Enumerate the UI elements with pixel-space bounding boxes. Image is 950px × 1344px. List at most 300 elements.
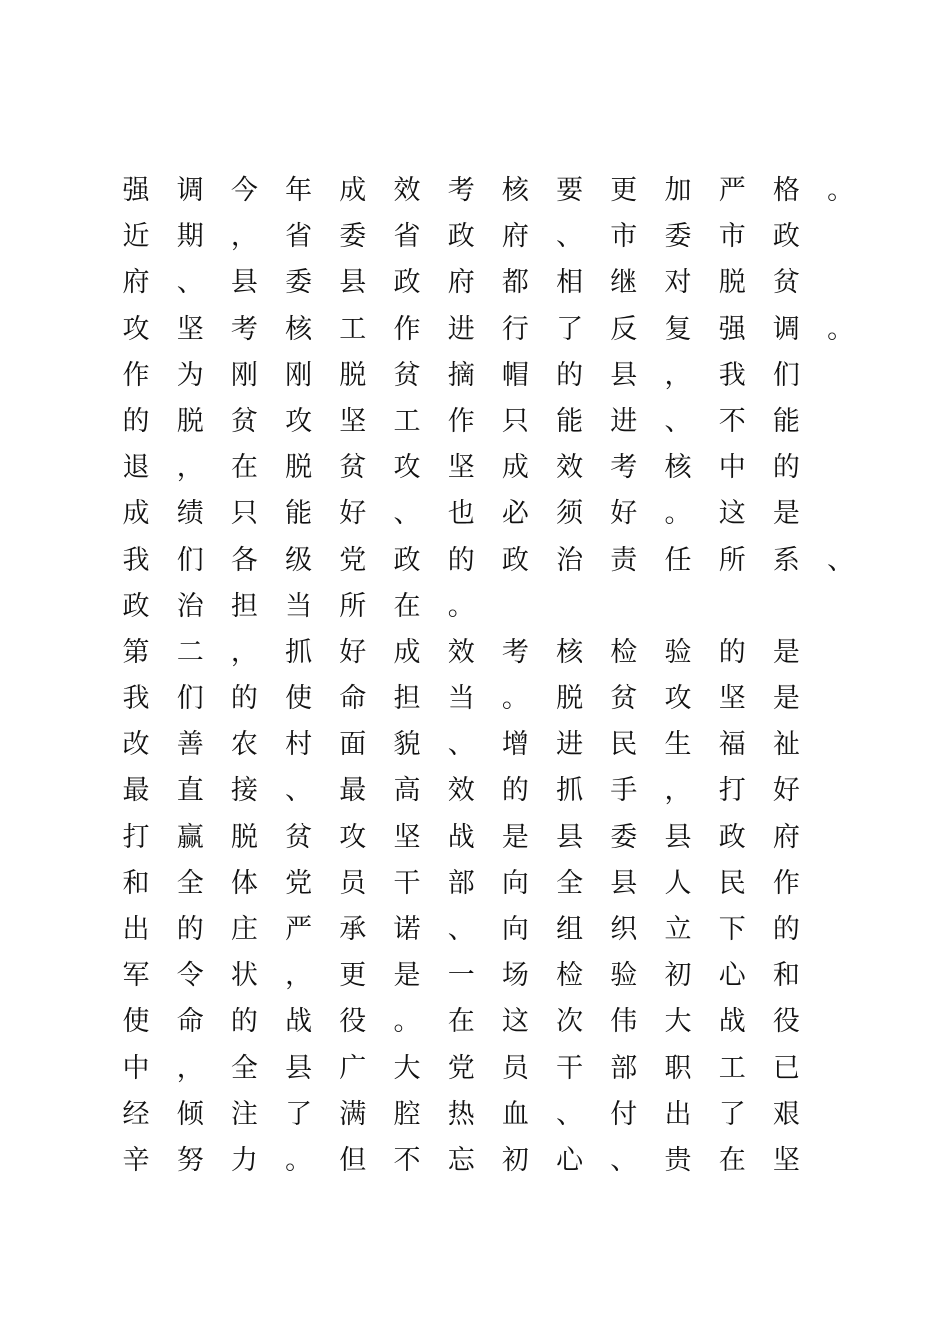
text-char: 核 [664,452,692,484]
text-char: 只 [230,498,258,530]
text-char: 辛 [122,1144,150,1176]
text-char: 党 [339,544,367,576]
text-char: 退 [122,452,150,484]
text-char: 摘 [447,359,475,391]
text-char: 腔 [393,1098,421,1130]
text-char: 干 [556,1052,584,1084]
text-char: 农 [230,729,258,761]
text-char: 、 [556,221,584,253]
text-char: 初 [501,1144,529,1176]
text-char: 好 [610,498,638,530]
text-char: 。 [393,1006,421,1038]
text-char: 要 [556,175,584,206]
text-char: 刚 [230,359,258,391]
text-line [108,630,868,676]
text-char: 脱 [230,821,258,853]
text-char: 、 [285,775,313,807]
text-char: 全 [556,867,584,899]
text-char: 、 [610,1144,638,1176]
text-char: 担 [393,683,421,715]
text-char: 为 [176,359,204,391]
text-char: 、 [664,405,692,437]
text-char: 令 [176,960,204,992]
text-char: 强 [122,175,150,206]
text-char: 大 [664,1006,692,1038]
text-char: 抓 [556,775,584,807]
text-char: 、 [176,267,204,299]
text-line [108,1092,868,1138]
text-char: 府 [501,221,529,253]
text-char: 进 [447,313,475,345]
text-char: 继 [610,267,638,299]
text-char: 效 [556,452,584,484]
text-char: 、 [447,914,475,945]
text-char: 也 [447,498,475,530]
text-char: 体 [230,867,258,899]
text-char: 的 [718,636,746,668]
text-char: 善 [176,729,204,761]
text-char: 治 [556,544,584,576]
text-char: 相 [556,267,584,299]
text-char: 织 [610,914,638,945]
text-char: 是 [393,960,421,992]
text-line [108,260,868,306]
text-char: 能 [285,498,313,530]
text-char: 严 [718,175,746,206]
text-char: 。 [285,1144,313,1176]
text-char: 当 [285,590,313,622]
text-char: ， [285,960,313,992]
text-line [108,307,868,353]
text-char: 。 [447,590,475,622]
text-char: 县 [339,267,367,299]
text-char: 委 [339,221,367,253]
text-char: 民 [718,867,746,899]
text-line [108,491,868,537]
text-char: 只 [501,405,529,437]
text-char: 经 [122,1098,150,1130]
text-char: 庄 [230,914,258,945]
text-char: 更 [339,960,367,992]
text-char: 刚 [285,359,313,391]
text-char: 的 [772,914,800,945]
text-line [108,168,868,214]
text-char: 坚 [339,405,367,437]
text-char: 使 [285,683,313,715]
text-char: 县 [230,267,258,299]
text-char: 下 [718,914,746,945]
text-char: 血 [501,1098,529,1130]
text-char: 脱 [285,452,313,484]
text-char: 是 [501,821,529,853]
text-char: 好 [772,775,800,807]
text-char: 抓 [285,636,313,668]
text-char: 须 [556,498,584,530]
text-char: 调 [176,175,204,206]
text-char: 接 [230,775,258,807]
text-char: 役 [339,1006,367,1038]
text-char: 初 [664,960,692,992]
text-char: 效 [393,175,421,206]
text-char: 在 [230,452,258,484]
text-char: 福 [718,729,746,761]
text-char: 第 [122,636,150,668]
text-char: 但 [339,1144,367,1176]
text-char: 们 [176,683,204,715]
text-char: 年 [285,175,313,206]
text-char: 核 [285,313,313,345]
text-char: 增 [501,729,529,761]
text-char: 艰 [772,1098,800,1130]
text-char: 当 [447,683,475,715]
text-char: 的 [122,405,150,437]
text-char: 贫 [230,405,258,437]
text-char: 政 [772,221,800,253]
text-char: 高 [393,775,421,807]
text-char: 员 [339,867,367,899]
text-char: ， [176,452,204,484]
text-line [108,999,868,1045]
text-char: 了 [718,1098,746,1130]
text-char: 村 [285,729,313,761]
text-char: 已 [772,1052,800,1084]
text-char: 作 [122,359,150,391]
text-char: 治 [176,590,204,622]
text-char: 党 [447,1052,475,1084]
text-char: 场 [501,960,529,992]
text-char: 役 [772,1006,800,1038]
text-line [108,768,868,814]
text-char: 中 [718,452,746,484]
text-char: 我 [122,544,150,576]
text-char: 命 [176,1006,204,1038]
text-char: 委 [610,821,638,853]
text-char: 直 [176,775,204,807]
text-char: 、 [393,498,421,530]
text-char: 对 [664,267,692,299]
text-char: 员 [501,1052,529,1084]
text-char: 强 [718,313,746,345]
text-char: 政 [501,544,529,576]
text-char: 好 [339,636,367,668]
text-line [108,815,868,861]
text-char: 市 [718,221,746,253]
text-char: ， [664,359,692,391]
text-char: 成 [501,452,529,484]
text-char: 坚 [718,683,746,715]
text-char: 部 [447,867,475,899]
text-char: 政 [718,821,746,853]
text-char: 我 [122,683,150,715]
text-char: 期 [176,221,204,253]
text-char: 手 [610,775,638,807]
text-char: 核 [501,175,529,206]
text-char: 省 [393,221,421,253]
text-char: 、 [556,1098,584,1130]
text-line [108,953,868,999]
text-char: 打 [122,821,150,853]
text-line [108,1046,868,1092]
text-char: 贫 [610,683,638,715]
text-char: 检 [556,960,584,992]
text-char: 行 [501,313,529,345]
text-char: 广 [339,1052,367,1084]
text-line [108,861,868,907]
text-char: 最 [339,775,367,807]
text-char: 各 [230,544,258,576]
text-char: 都 [501,267,529,299]
text-char: 和 [772,960,800,992]
text-char: 坚 [176,313,204,345]
text-char: 进 [610,405,638,437]
text-char: 满 [339,1098,367,1130]
text-char: 委 [285,267,313,299]
text-char: 检 [610,636,638,668]
text-char: 攻 [285,405,313,437]
text-line [108,538,868,584]
text-char: 绩 [176,498,204,530]
text-char: 成 [122,498,150,530]
text-line [108,445,868,491]
text-char: 攻 [393,452,421,484]
text-char: 部 [610,1052,638,1084]
text-char: 改 [122,729,150,761]
text-char: 出 [122,914,150,945]
text-char: 注 [230,1098,258,1130]
text-char: 县 [610,359,638,391]
text-char: 县 [285,1052,313,1084]
text-char: 最 [122,775,150,807]
text-char: 军 [122,960,150,992]
text-char: 坚 [447,452,475,484]
text-char: 攻 [664,683,692,715]
text-char: 二 [176,636,204,668]
text-char: 。 [827,313,855,345]
text-char: 状 [230,960,258,992]
text-line [108,353,868,399]
text-char: 付 [610,1098,638,1130]
text-char: 了 [556,313,584,345]
text-char: 我 [718,359,746,391]
text-char: 的 [230,683,258,715]
text-char: ， [230,636,258,668]
text-char: 是 [772,636,800,668]
text-char: 生 [664,729,692,761]
text-char: 人 [664,867,692,899]
text-char: 级 [285,544,313,576]
text-char: 攻 [122,313,150,345]
text-char: 、 [447,729,475,761]
text-char: 们 [176,544,204,576]
text-char: 党 [285,867,313,899]
text-char: 的 [230,1006,258,1038]
text-char: 。 [827,175,855,206]
text-char: 贫 [393,359,421,391]
text-char: 调 [772,313,800,345]
text-char: 作 [447,405,475,437]
text-char: 次 [556,1006,584,1038]
text-char: 市 [610,221,638,253]
text-char: 反 [610,313,638,345]
text-char: 了 [285,1098,313,1130]
text-char: 成 [393,636,421,668]
text-char: 政 [122,590,150,622]
text-char: 命 [339,683,367,715]
text-char: 。 [664,498,692,530]
text-char: 伟 [610,1006,638,1038]
text-line [108,1138,868,1184]
text-char: 进 [556,729,584,761]
text-char: 考 [447,175,475,206]
text-char: 战 [718,1006,746,1038]
text-char: 必 [501,498,529,530]
text-char: 、 [827,544,855,576]
text-char: 向 [501,867,529,899]
text-char: 战 [447,821,475,853]
text-char: 在 [447,1006,475,1038]
text-char: 心 [718,960,746,992]
text-char: 这 [501,1006,529,1038]
text-char: 的 [772,452,800,484]
text-char: 复 [664,313,692,345]
text-char: 更 [610,175,638,206]
text-char: 严 [285,914,313,945]
text-char: 不 [393,1144,421,1176]
text-char: 验 [664,636,692,668]
text-char: 组 [556,914,584,945]
text-char: 的 [176,914,204,945]
text-char: 验 [610,960,638,992]
text-char: 中 [122,1052,150,1084]
text-char: 责 [610,544,638,576]
text-line [108,676,868,722]
text-char: 是 [772,683,800,715]
text-char: 考 [501,636,529,668]
text-char: 承 [339,914,367,945]
text-char: 的 [556,359,584,391]
text-char: 面 [339,729,367,761]
text-char: 县 [664,821,692,853]
text-char: 忘 [447,1144,475,1176]
text-char: 核 [556,636,584,668]
text-char: 向 [501,914,529,945]
text-char: 脱 [176,405,204,437]
text-char: 考 [610,452,638,484]
text-char: 今 [230,175,258,206]
text-char: 坚 [772,1144,800,1176]
text-char: ， [664,775,692,807]
text-char: 力 [230,1144,258,1176]
text-line [108,722,868,768]
text-char: 任 [664,544,692,576]
body-text [108,168,868,1184]
text-char: 脱 [718,267,746,299]
text-char: 热 [447,1098,475,1130]
text-char: 干 [393,867,421,899]
text-char: 县 [556,821,584,853]
text-char: 近 [122,221,150,253]
text-char: 贫 [339,452,367,484]
text-char: 委 [664,221,692,253]
text-char: 贫 [772,267,800,299]
text-char: 系 [772,544,800,576]
text-char: 成 [339,175,367,206]
text-char: 政 [447,221,475,253]
text-char: 祉 [772,729,800,761]
text-char: 作 [393,313,421,345]
text-char: 脱 [556,683,584,715]
text-char: ， [230,221,258,253]
text-char: 打 [718,775,746,807]
text-char: ， [176,1052,204,1084]
text-char: 省 [285,221,313,253]
text-char: 作 [772,867,800,899]
text-char: 的 [447,544,475,576]
text-char: 全 [230,1052,258,1084]
text-char: 效 [447,636,475,668]
text-char: 在 [393,590,421,622]
text-char: 府 [122,267,150,299]
text-char: 政 [393,267,421,299]
text-char: 贫 [285,821,313,853]
text-char: 倾 [176,1098,204,1130]
text-char: 坚 [393,821,421,853]
text-char: 工 [393,405,421,437]
text-char: 在 [718,1144,746,1176]
text-char: 贵 [664,1144,692,1176]
text-char: 能 [772,405,800,437]
text-char: 的 [501,775,529,807]
text-char: 所 [339,590,367,622]
text-char: 脱 [339,359,367,391]
text-char: 效 [447,775,475,807]
text-char: 们 [772,359,800,391]
text-char: 所 [718,544,746,576]
text-char: 能 [556,405,584,437]
text-char: 加 [664,175,692,206]
text-char: 和 [122,867,150,899]
text-char: 这 [718,498,746,530]
text-char: 诺 [393,914,421,945]
text-char: 工 [718,1052,746,1084]
text-char: 格 [772,175,800,206]
text-char: 是 [772,498,800,530]
text-char: 考 [230,313,258,345]
text-char: 心 [556,1144,584,1176]
text-char: 府 [772,821,800,853]
text-char: 使 [122,1006,150,1038]
text-char: 貌 [393,729,421,761]
text-char: 民 [610,729,638,761]
text-line [108,584,868,630]
text-char: 赢 [176,821,204,853]
text-char: 立 [664,914,692,945]
text-char: 攻 [339,821,367,853]
text-char: 好 [339,498,367,530]
text-char: 政 [393,544,421,576]
text-char: 大 [393,1052,421,1084]
text-char: 全 [176,867,204,899]
text-line [108,907,868,953]
text-line [108,214,868,260]
text-char: 努 [176,1144,204,1176]
text-char: 担 [230,590,258,622]
text-char: 县 [610,867,638,899]
text-char: 府 [447,267,475,299]
text-char: 。 [501,683,529,715]
text-char: 职 [664,1052,692,1084]
text-char: 工 [339,313,367,345]
